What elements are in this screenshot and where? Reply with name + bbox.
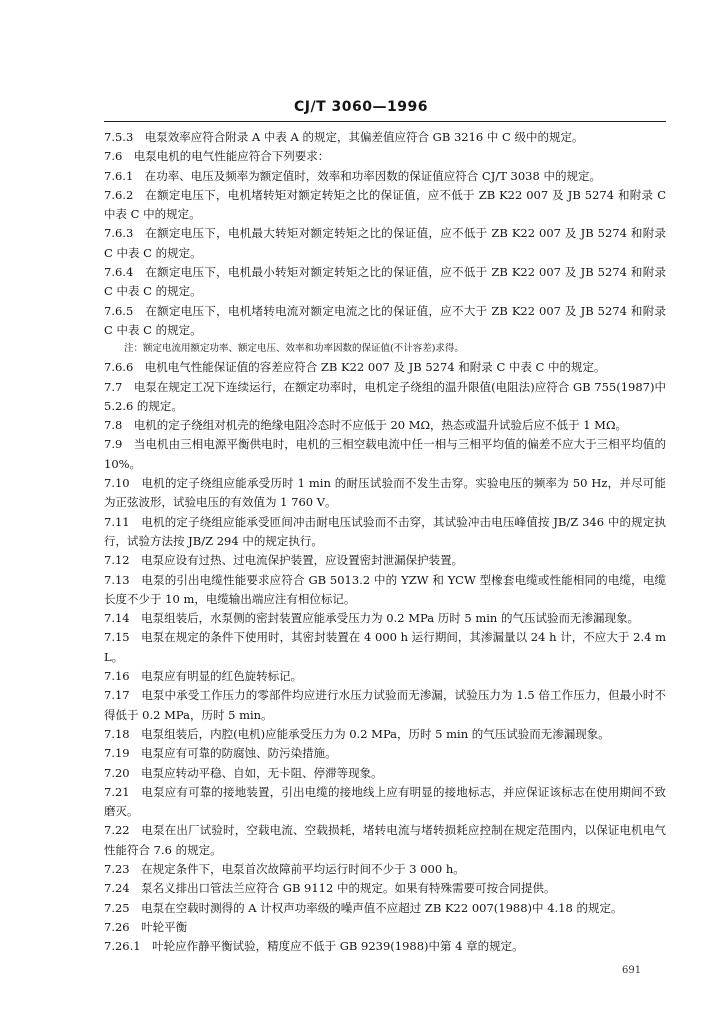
clause-7-22: 7.22 电泵在出厂试验时，空载电流、空载损耗，堵转电流与堵转损耗应控制在规定范围内，以保证电机电气性能符合 7.6 的规定。 (104, 823, 666, 857)
clause-7-5-3: 7.5.3 电泵效率应符合附录 A 中表 A 的规定，其偏差值应符合 GB 3216 中 C 级中的规定。 (104, 130, 584, 144)
clause-7-26: 7.26 叶轮平衡 (104, 919, 188, 934)
clause-7-11: 7.11 电机的定子绕组应能承受匝间冲击耐电压试验而不击穿，其试验冲击电压峰值按 JB/Z 346 中的规定执行，试验方法按 JB/Z 294 中的规定执行。 (104, 514, 666, 548)
clause-7-25: 7.25 电泵在空载时测得的 A 计权声功率级的噪声值不应超过 ZB K22 007(1988)中 4.18 的规定。 (104, 900, 623, 915)
clause-7-15: 7.15 电泵在规定的条件下使用时，其密封装置在 4 000 h 运行期间，其渗漏量以 24 h 计，不应大于 2.4 mL。 (104, 630, 666, 664)
clause-7-6-5: 7.6.5 在额定电压下，电机堵转电流对额定电流之比的保证值，应不大于 ZB K22 007 及 JB 5274 和附录 C 中表 C 的规定。 (104, 303, 666, 337)
clause-7-6-1: 7.6.1 在功率、电压及频率为额定值时，效率和功率因数的保证值应符合 CJ/T 3038 中的规定。 (104, 168, 601, 183)
clause-7-6-2: 7.6.2 在额定电压下，电机堵转矩对额定转矩之比的保证值，应不低于 ZB K22 007 及 JB 5274 和附录 C 中表 C 中的规定。 (104, 187, 666, 222)
clause-7-9: 7.9 当电机由三相电源平衡供电时，电机的三相空载电流中任一相与三相平均值的偏差不应大于三相平均值的 10%。 (104, 437, 666, 471)
clause-7-6-6: 7.6.6 电机电气性能保证值的容差应符合 ZB K22 007 及 JB 5274 和附录 C 中表 C 中的规定。 (104, 360, 606, 375)
page-header: CJ/T 3060—1996 (294, 99, 428, 115)
clause-7-23: 7.23 在规定条件下，电泵首次故障前平均运行时间不少于 3 000 h。 (104, 861, 465, 876)
clause-7-21: 7.21 电泵应有可靠的接地装置，引出电缆的接地线上应有明显的接地标志，并应保证该标志在使用期间不致磨灭。 (104, 784, 666, 819)
clause-7-12: 7.12 电泵应设有过热、过电流保护装置，应设置密封泄漏保护装置。 (104, 553, 464, 568)
clause-7-18: 7.18 电泵组装后，内腔(电机)应能承受压力为 0.2 MPa，历时 5 min 的气压试验而无渗漏现象。 (104, 726, 610, 741)
clause-7-24: 7.24 泵名义排出口管法兰应符合 GB 9112 中的规定。如果有特殊需要可按合同提供。 (104, 881, 556, 896)
clause-7-8: 7.8 电机的定子绕组对机壳的绝缘电阻冷态时不应低于 20 MΩ，热态或温升试验后应不低于 1 MΩ。 (104, 418, 627, 433)
clause-7-20: 7.20 电泵应转动平稳、自如，无卡阻、停滞等现象。 (104, 765, 383, 780)
document-body (104, 128, 666, 956)
clause-7-19: 7.19 电泵应有可靠的防腐蚀、防污染措施。 (104, 746, 337, 761)
page-number: 691 (622, 965, 642, 976)
clause-7-26-1: 7.26.1 叶轮应作静平衡试验，精度应不低于 GB 9239(1988)中第 4 章的规定。 (104, 939, 524, 954)
clause-7-6-3: 7.6.3 在额定电压下，电机最大转矩对额定转矩之比的保证值，应不低于 ZB K22 007 及 JB 5274 和附录 C 中表 C 的规定。 (104, 226, 666, 260)
clause-7-6-4: 7.6.4 在额定电压下，电机最小转矩对额定转矩之比的保证值，应不低于 ZB K22 007 及 JB 5274 和附录 C 中表 C 的规定。 (104, 265, 666, 299)
clause-7-6: 7.6 电泵电机的电气性能应符合下列要求： (104, 149, 330, 164)
clause-7-10: 7.10 电机的定子绕组应能承受历时 1 min 的耐压试验而不发生击穿。实验电压的频率为 50 Hz，并尽可能为正弦波形，试验电压的有效值为 1 760 V。 (104, 476, 666, 510)
note-rated-current: 注：额定电流用额定功率、额定电压、效率和功率因数的保证值(不计容差)求得。 (124, 343, 464, 355)
clause-7-16: 7.16 电泵应有明显的红色旋转标记。 (104, 669, 303, 684)
clause-7-13: 7.13 电泵的引出电缆性能要求应符合 GB 5013.2 中的 YZW 和 YCW 型橡套电缆或性能相同的电缆，电缆长度不少于 10 m，电缆输出端应注有相位标记。 (104, 572, 666, 606)
header-rule (104, 121, 666, 122)
clause-7-14: 7.14 电泵组装后，水泵侧的密封装置应能承受压力为 0.2 MPa 历时 5 min 的气压试验而无渗漏现象。 (104, 611, 639, 626)
clause-7-7: 7.7 电泵在规定工况下连续运行，在额定功率时，电机定子绕组的温升限值(电阻法)应符合 GB 755(1987)中 5.2.6 的规定。 (104, 379, 666, 413)
clause-7-17: 7.17 电泵中承受工作压力的零部件均应进行水压力试验而无渗漏，试验压力为 1.5 倍工作压力，但最小时不得低于 0.2 MPa，历时 5 min。 (104, 688, 666, 722)
